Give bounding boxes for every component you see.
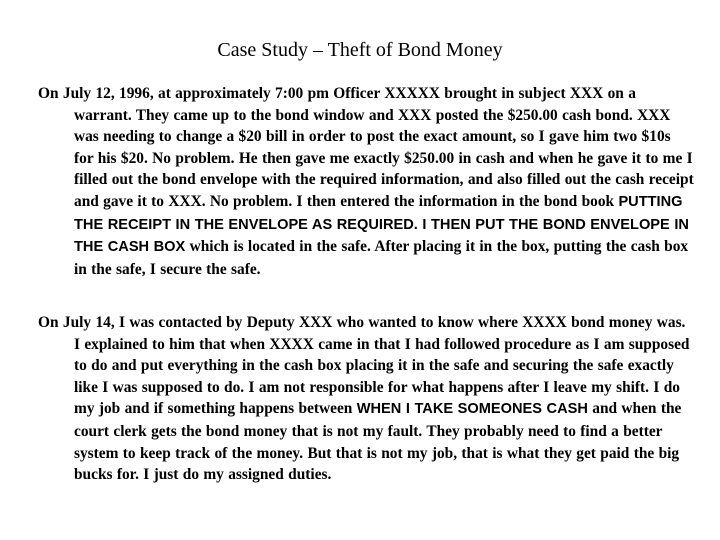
paragraph-text: On July 14, I was contacted by Deputy XXX who wanted to know where XXXX bond money was. I explained to him that when XXXX came in that I had followed procedure as I am supposed to do and put everything in the cash box placing it in the safe and securing the safe exactly like I was supposed to do. I am not responsible for what happens after I leave my shift. I do my job and if something happens between: [38, 314, 690, 418]
emphasis-text: PUTTING THE RECEIPT IN THE ENVELOPE AS REQUIRED: [74, 193, 683, 233]
slide-title: Case Study – Theft of Bond Money: [217, 39, 503, 61]
emphasis-text: WHEN I TAKE SOMEONES CASH: [356, 401, 588, 418]
paragraph-text: and when the court clerk gets the bond money that is not my fault. They probably need to find a better system to keep track of the money. But that is not my job, that is what they get paid the big bucks for. I just do my assigned duties.: [74, 400, 682, 484]
emphasis-text: I THEN PUT THE BOND ENVELOPE IN THE CASH BOX: [74, 216, 689, 256]
paragraph-july-14: [38, 312, 694, 486]
paragraph-text: which is located in the safe. After placing it in the box, putting the cash box in the safe, I secure the safe.: [74, 238, 689, 278]
paragraph-text: .: [413, 216, 423, 233]
paragraph-text: On July 12, 1996, at approximately 7:00 pm Officer XXXXX brought in subject XXX on a warrant. They came up to the bond window and XXX posted the $250.00 cash bond. XXX was needing to change a $20 bill in order to post the exact amount, so I gave him two $10s for his $20. No problem. He then gave me exactly $250.00 in cash and when he gave it to me I filled out the bond envelope with the required information, and also filled out the cash receipt and gave it to XXX. No problem. I then entered the information in the bond book: [38, 85, 694, 210]
paragraph-july-12: [38, 83, 694, 280]
